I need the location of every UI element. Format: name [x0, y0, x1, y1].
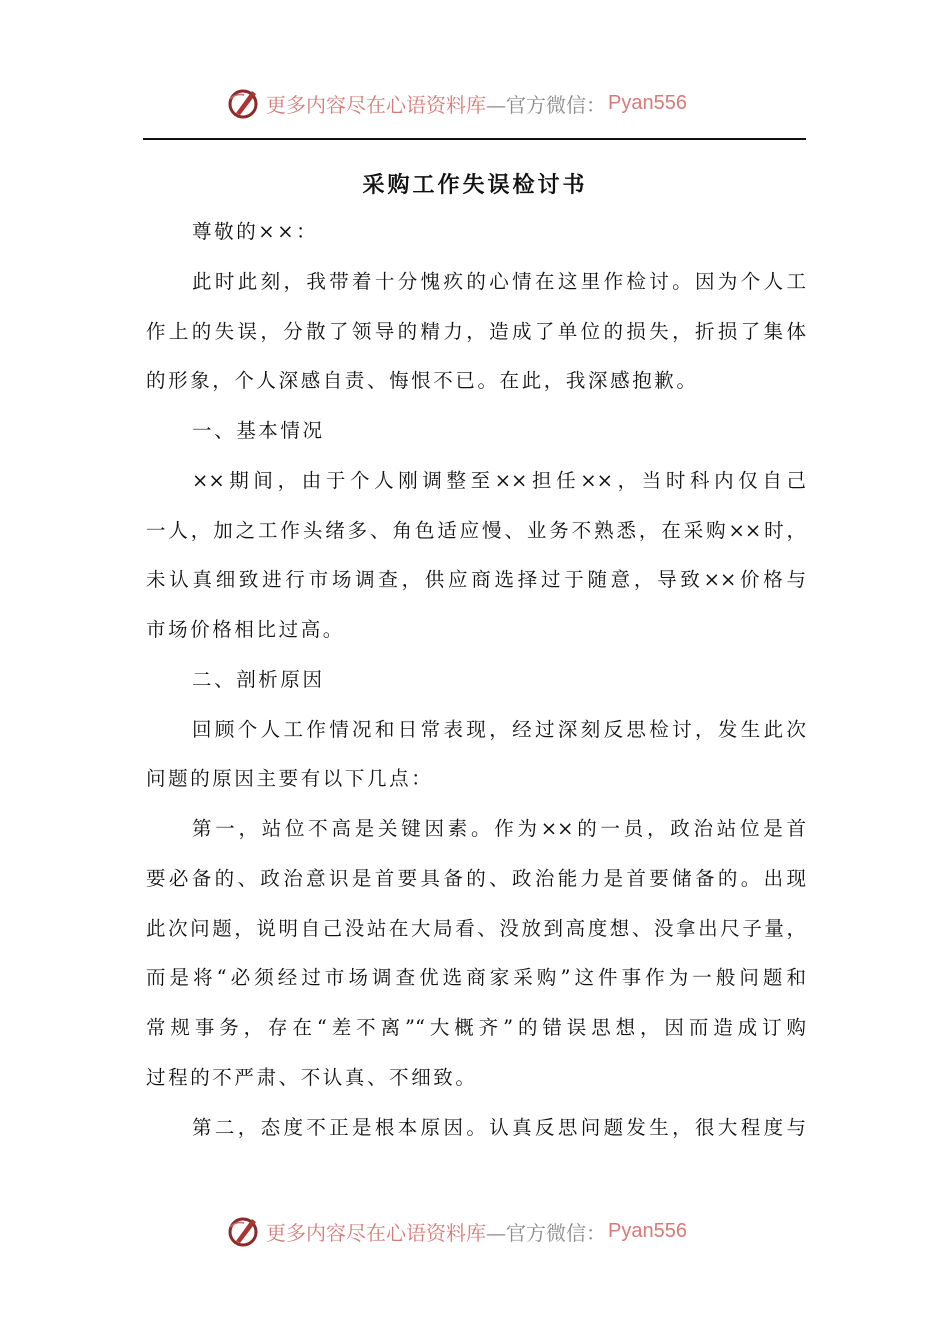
- watermark-wechat: Pyan556: [608, 1219, 687, 1242]
- text-line: 回顾个人工作情况和日常表现，经过深刻反思检讨，发生此次: [192, 717, 806, 741]
- text-line: 而是将“必须经过市场调查优选商家采购”这件事作为一般问题和: [146, 966, 806, 990]
- document-body: [146, 218, 806, 1163]
- text-line: 常规事务，存在“差不离”“大概齐”的错误思想，因而造成订购: [146, 1016, 806, 1039]
- text-line: 一人，加之工作头绪多、角色适应慢、业务不熟悉，在采购××时，: [146, 518, 806, 542]
- pen-logo-icon: [226, 85, 262, 121]
- watermark-site: 更多内容尽在心语资料库: [266, 92, 486, 117]
- text-line: 尊敬的××：: [192, 220, 319, 243]
- text-line: 第一，站位不高是关键因素。作为××的一员，政治站位是首: [192, 817, 806, 840]
- text-line: 第二，态度不正是根本原因。认真反思问题发生，很大程度与: [192, 1115, 806, 1139]
- watermark-sep: —官方微信：: [486, 92, 606, 117]
- text-line: 过程的不严肃、不认真、不细致。: [146, 1065, 478, 1089]
- text-line: 的形象，个人深感自责、悔恨不已。在此，我深感抱歉。: [146, 369, 699, 393]
- text-line: 问题的原因主要有以下几点：: [146, 767, 434, 791]
- header-watermark: [226, 84, 687, 122]
- text-line: 作上的失误，分散了领导的精力，造成了单位的损失，折损了集体: [146, 319, 806, 343]
- watermark-wechat: Pyan556: [608, 91, 687, 114]
- watermark-site: 更多内容尽在心语资料库: [266, 1220, 486, 1245]
- text-line: 二、剖析原因: [192, 667, 325, 691]
- document-title: 采购工作失误检讨书: [362, 172, 588, 198]
- footer-watermark: [226, 1212, 687, 1250]
- text-line: 此次问题，说明自己没站在大局看、没放到高度想、没拿出尺子量，: [146, 916, 806, 940]
- text-line: 一、基本情况: [192, 419, 325, 442]
- text-line: 此时此刻，我带着十分愧疚的心情在这里作检讨。因为个人工: [192, 269, 806, 293]
- header-divider: [143, 138, 806, 140]
- text-line: 市场价格相比过高。: [146, 618, 345, 641]
- watermark-sep: —官方微信：: [486, 1220, 606, 1245]
- pen-logo-icon: [226, 1213, 262, 1249]
- text-line: ××期间，由于个人刚调整至××担任××，当时科内仅自己: [192, 468, 806, 492]
- text-line: 未认真细致进行市场调查，供应商选择过于随意，导致××价格与: [146, 568, 806, 592]
- text-line: 要必备的、政治意识是首要具备的、政治能力是首要储备的。出现: [146, 866, 806, 890]
